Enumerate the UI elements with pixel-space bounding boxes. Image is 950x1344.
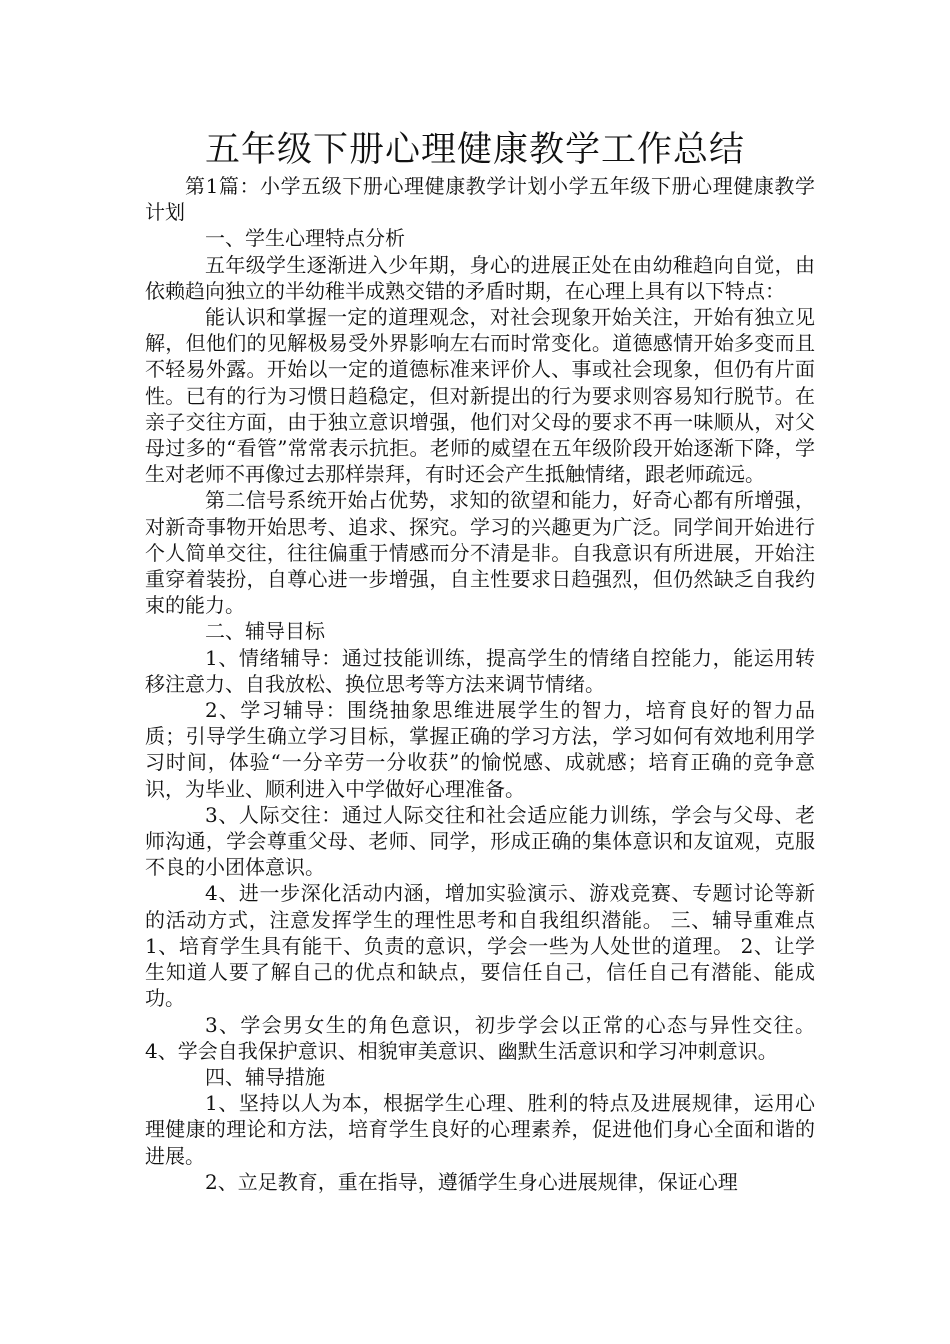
body-paragraph: 1、坚持以人为本，根据学生心理、胜利的特点及进展规律，运用心理健康的理论和方法，培育学生良好的心理素养，促进他们身心全面和谐的进展。 — [145, 1091, 815, 1168]
body-paragraph: 3、人际交往：通过人际交往和社会适应能力训练，学会与父母、老师沟通，学会尊重父母、老师、同学，形成正确的集体意识和友谊观，克服不良的小团体意识。 — [145, 802, 815, 880]
body-paragraph: 4、进一步深化活动内涵，增加实验演示、游戏竞赛、专题讨论等新的活动方式，注意发挥学生的理性思考和自我组织潜能。 三、辅导重难点 1、培育学生具有能干、负责的意识，学会一些为人处世的道理。 2、让学生知道人要了解自己的优点和缺点，要信任自己，信任自己有潜能、能成功。 — [145, 881, 815, 1011]
section-heading: 四、辅导措施 — [205, 1064, 325, 1089]
body-paragraph: 3、学会男女生的角色意识，初步学会以正常的心态与异性交往。 4、学会自我保护意识、相貌审美意识、幽默生活意识和学习冲刺意识。 — [145, 1012, 815, 1063]
document-body — [145, 173, 815, 1195]
body-paragraph: 2、学习辅导：围绕抽象思维进展学生的智力，培育良好的智力品质；引导学生确立学习目标，掌握正确的学习方法，学习如何有效地利用学习时间，体验“一分辛劳一分收获”的愉悦感、成就感；培育正确的竞争意识，为毕业、顺利进入中学做好心理准备。 — [145, 698, 815, 801]
body-paragraph: 2、立足教育，重在指导，遵循学生身心进展规律，保证心理 — [205, 1169, 738, 1194]
section-heading: 一、学生心理特点分析 — [205, 226, 405, 251]
section-heading: 二、辅导目标 — [205, 619, 325, 644]
body-paragraph: 1、情绪辅导：通过技能训练，提高学生的情绪自控能力，能运用转移注意力、自我放松、换位思考等方法来调节情绪。 — [145, 645, 815, 696]
document-title: 五年级下册心理健康教学工作总结 — [204, 130, 745, 170]
intro-paragraph: 第1篇：小学五级下册心理健康教学计划小学五年级下册心理健康教学计划 — [145, 174, 815, 225]
body-paragraph: 第二信号系统开始占优势，求知的欲望和能力，好奇心都有所增强，对新奇事物开始思考、追求、探究。学习的兴趣更为广泛。同学间开始进行个人简单交往，往往偏重于情感而分不清是非。自我意识有所进展，开始注重穿着装扮，自尊心进一步增强，自主性要求日趋强烈，但仍然缺乏自我约束的能力。 — [145, 488, 815, 618]
body-paragraph: 能认识和掌握一定的道理观念，对社会现象开始关注，开始有独立见解，但他们的见解极易受外界影响左右而时常变化。道德感情开始多变而且不轻易外露。开始以一定的道德标准来评价人、事或社会现象，但仍有片面性。已有的行为习惯日趋稳定，但对新提出的行为要求则容易知行脱节。在亲子交往方面，由于独立意识增强，他们对父母的要求不再一味顺从，对父母过多的“看管”常常表示抗拒。老师的威望在五年级阶段开始逐渐下降，学生对老师不再像过去那样崇拜，有时还会产生抵触情绪，跟老师疏远。 — [145, 305, 815, 487]
body-paragraph: 五年级学生逐渐进入少年期，身心的进展正处在由幼稚趋向自觉，由依赖趋向独立的半幼稚半成熟交错的矛盾时期，在心理上具有以下特点： — [145, 252, 815, 303]
